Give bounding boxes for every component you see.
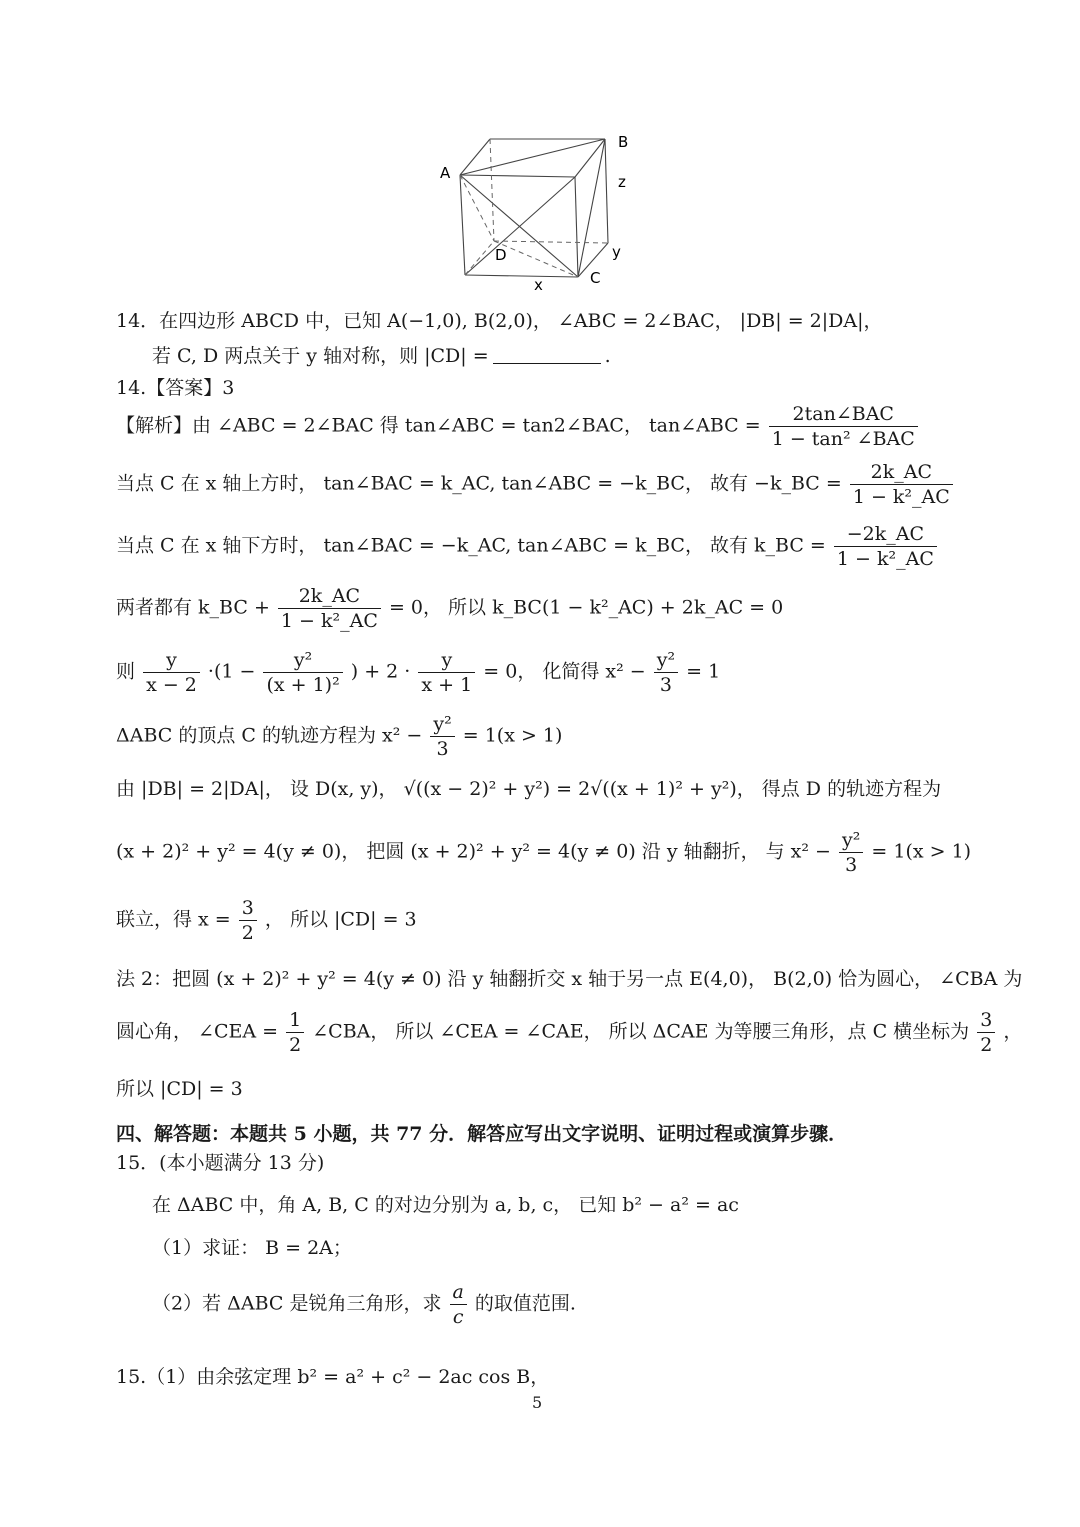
sol8-fraction	[839, 828, 863, 877]
sol4-text-a: 两者都有 k_BC +	[116, 596, 270, 619]
q14-stem-line1: 14．在四边形 ABCD 中，已知 A(−1,0), B(2,0)， ∠ABC = 2∠BAC， |DB| = 2|DA|，	[116, 310, 883, 332]
q15-part1: （1）求证： B = 2A；	[152, 1237, 352, 1259]
q14-stem-line2-text: 若 C, D 两点关于 y 轴对称，则 |CD| =	[152, 345, 489, 367]
q14-solution-line9	[116, 896, 417, 945]
q14-solution-line2	[116, 460, 955, 509]
q14-solution-line8	[116, 828, 971, 877]
section4-heading: 四、解答题：本题共 5 小题，共 77 分．解答应写出文字说明、证明过程或演算步骤．	[116, 1123, 848, 1145]
sol2-fraction	[850, 460, 953, 509]
sol8-num: y²	[839, 828, 863, 853]
sol2-num: 2k_AC	[850, 460, 953, 485]
m2-f2-num: 3	[977, 1008, 995, 1033]
sol5-fraction2	[263, 648, 342, 697]
sol3-text: 当点 C 在 x 轴下方时， tan∠BAC = −k_AC, tan∠ABC = k_BC， 故有 k_BC =	[116, 534, 826, 557]
q14-solution-line5	[116, 648, 720, 697]
q14-solution-line1	[116, 402, 920, 451]
sol9-fraction	[239, 896, 257, 945]
m2-text-b: ∠CBA， 所以 ∠CEA = ∠CAE， 所以 ΔCAE 为等腰三角形，点 C 横坐标为	[312, 1020, 970, 1043]
sol5-f4-den: 3	[659, 674, 672, 696]
label-z: z	[618, 173, 626, 191]
m2-fraction2	[977, 1008, 995, 1057]
sol2-den: 1 − k²_AC	[852, 486, 950, 508]
sol9-text-a: 联立，得 x =	[116, 908, 231, 931]
sol5-text-c: ) + 2 ·	[350, 660, 411, 683]
q14-solution-line6	[116, 712, 562, 761]
m2-text-a: 圆心角， ∠CEA =	[116, 1020, 279, 1043]
sol3-den: 1 − k²_AC	[836, 548, 934, 570]
sol1-text: 【解析】由 ∠ABC = 2∠BAC 得 tan∠ABC = tan2∠BAC， tan∠ABC =	[116, 414, 761, 437]
q14-solution-line3	[116, 522, 939, 571]
sol9-num: 3	[239, 896, 257, 921]
sol5-fraction1	[143, 648, 200, 697]
sol5-f4-num: y²	[654, 648, 678, 673]
sol5-f2-num: y²	[263, 648, 342, 673]
sol8-text-b: = 1(x > 1)	[871, 840, 972, 863]
sol5-f1-den: x − 2	[146, 674, 197, 696]
sol5-text-e: = 1	[686, 660, 721, 683]
sol5-f3-den: x + 1	[421, 674, 473, 696]
sol5-text-d: = 0， 化简得 x² −	[483, 660, 646, 683]
part2-text-a: （2）若 ΔABC 是锐角三角形，求	[152, 1292, 442, 1315]
q14-stem-line2	[152, 343, 611, 369]
m2-f1-num: 1	[286, 1008, 304, 1033]
part2-fraction	[450, 1280, 467, 1329]
label-y: y	[612, 243, 621, 261]
sol5-fraction3	[418, 648, 475, 697]
sol9-den: 2	[241, 922, 254, 944]
q14-solution-line4	[116, 584, 783, 633]
sol5-f2-den: (x + 1)²	[266, 674, 340, 696]
label-A: A	[440, 164, 451, 182]
q15-stem: 在 ΔABC 中，角 A, B, C 的对边分别为 a, b, c， 已知 b² − a² = ac	[152, 1194, 739, 1216]
m2-f1-den: 2	[289, 1034, 302, 1056]
cuboid-figure	[430, 125, 650, 300]
sol1-den: 1 − tan² ∠BAC	[771, 428, 915, 450]
sol4-fraction	[278, 584, 381, 633]
sol8-den: 3	[845, 854, 858, 876]
part2-den: c	[452, 1306, 464, 1328]
sol5-fraction4	[654, 648, 678, 697]
q14-method2-line3: 所以 |CD| = 3	[116, 1078, 243, 1100]
sol5-f1-num: y	[143, 648, 200, 673]
m2-f2-den: 2	[980, 1034, 993, 1056]
q14-answer: 14.【答案】3	[116, 377, 235, 399]
label-B: B	[618, 133, 629, 151]
sol6-text-a: ΔABC 的顶点 C 的轨迹方程为 x² −	[116, 724, 423, 747]
q15-header: 15．(本小题满分 13 分)	[116, 1152, 325, 1174]
sol6-fraction	[430, 712, 454, 761]
sol3-fraction	[834, 522, 937, 571]
m2-text-c: ，	[1003, 1020, 1023, 1043]
sol4-num: 2k_AC	[278, 584, 381, 609]
part2-text-b: 的取值范围.	[474, 1292, 576, 1315]
label-C: C	[590, 269, 601, 287]
sol6-text-b: = 1(x > 1)	[462, 724, 563, 747]
label-D: D	[495, 246, 507, 264]
q15-solution-line1: 15.（1）由余弦定理 b² = a² + c² − 2ac cos B，	[116, 1366, 550, 1388]
sol5-text-a: 则	[116, 660, 136, 683]
page-number: 5	[532, 1393, 543, 1412]
sol8-text-a: (x + 2)² + y² = 4(y ≠ 0)， 把圆 (x + 2)² + y² = 4(y ≠ 0) 沿 y 轴翻折， 与 x² −	[116, 840, 831, 863]
q14-stem-line2-end: .	[604, 345, 611, 367]
sol5-text-b: ·(1 −	[207, 660, 256, 683]
q14-method2-line1: 法 2：把圆 (x + 2)² + y² = 4(y ≠ 0) 沿 y 轴翻折交 x 轴于另一点 E(4,0)， B(2,0) 恰为圆心， ∠CBA 为	[116, 968, 1023, 990]
sol4-den: 1 − k²_AC	[280, 610, 378, 632]
q14-solution-line7: 由 |DB| = 2|DA|， 设 D(x, y)， √((x − 2)² + y²) = 2√((x + 1)² + y²)， 得点 D 的轨迹方程为	[116, 778, 942, 800]
sol3-num: −2k_AC	[834, 522, 937, 547]
sol2-text: 当点 C 在 x 轴上方时， tan∠BAC = k_AC, tan∠ABC = −k_BC， 故有 −k_BC =	[116, 472, 842, 495]
m2-fraction1	[286, 1008, 304, 1057]
sol4-text-b: = 0， 所以 k_BC(1 − k²_AC) + 2k_AC = 0	[388, 596, 784, 619]
q15-part2	[152, 1280, 576, 1329]
sol9-text-b: ， 所以 |CD| = 3	[264, 908, 417, 931]
sol6-den: 3	[436, 738, 449, 760]
part2-num: a	[450, 1280, 467, 1305]
label-x: x	[534, 276, 543, 294]
sol1-fraction	[769, 402, 918, 451]
answer-blank	[493, 363, 601, 364]
q14-method2-line2	[116, 1008, 1022, 1057]
sol6-num: y²	[430, 712, 454, 737]
sol5-f3-num: y	[418, 648, 475, 673]
sol1-num: 2tan∠BAC	[769, 402, 918, 427]
